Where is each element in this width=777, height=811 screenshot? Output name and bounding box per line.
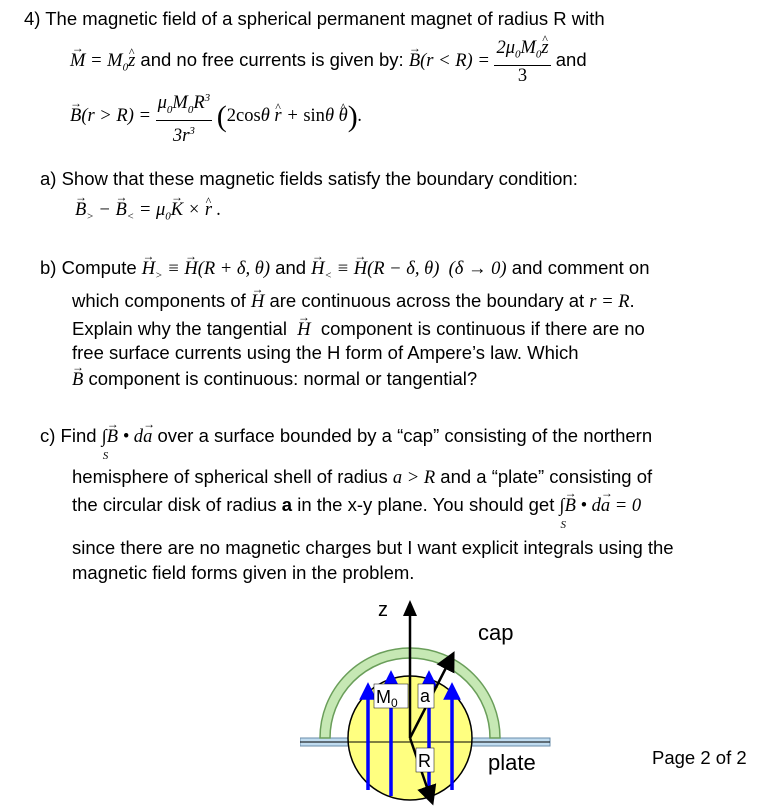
part-c-line-4: since there are no magnetic charges but I want explicit integrals using the xyxy=(72,537,674,558)
b-inside-formula: → B(r < R) = $\frac{2\mu_0M_0\^{} z}{3}$ xyxy=(409,51,551,71)
r-label: R xyxy=(418,751,431,771)
part-b-line-5: → B component is continuous: normal or tangential? xyxy=(72,368,477,391)
part-c-line-2: hemisphere of spherical shell of radius a > R and a “plate” consisting of xyxy=(72,466,653,488)
part-b-line-1: b) Compute → $H_>$ ≡ → H(R + δ, θ) and → $H_<$ ≡ → H(R − δ, θ) (δ → 0) and comment on xyxy=(40,257,650,287)
part-a-text: a) Show that these magnetic fields satisfy the boundary condition: xyxy=(40,168,578,189)
part-b-line-4: free surface currents using the H form of Ampere’s law. Which xyxy=(72,342,579,363)
plate-label: plate xyxy=(488,750,536,775)
problem-line-1: 4) The magnetic field of a spherical permanent magnet of radius R with xyxy=(24,8,605,29)
m-equals-m0-z: → $M = M_0\^{}$ z xyxy=(70,51,135,71)
magnet-figure xyxy=(300,590,570,808)
z-label: z xyxy=(378,599,388,621)
part-c-line-1: c) Find ∫ S → B • d→ a over a surface bounded by a “cap” consisting of the northern xyxy=(40,425,652,448)
b-outside-formula: → B(r > R) = $\frac{\mu_0M_0R^3}{3r^3}$ (2cosθ ^ r + sinθ ^ θ). xyxy=(70,88,362,146)
a-label: a xyxy=(420,686,431,706)
cap-label: cap xyxy=(478,620,514,645)
part-c-line-5: magnetic field forms given in the problem. xyxy=(72,562,415,583)
problem-line-2: → $M = M_0\^{}$ z and no free currents is given by: → B(r < R) = $\frac{2\mu_0M_0\^{} z}{3}$ and xyxy=(70,38,587,86)
m0-label: $M_0$ xyxy=(376,687,398,710)
part-c-line-3: the circular disk of radius a in the x-y plane. You should get ∫ S → B • d→ a = 0 xyxy=(72,494,641,517)
part-b-line-3: Explain why the tangential → H component is continuous if there are no xyxy=(72,318,645,341)
page-number: Page 2 of 2 xyxy=(652,747,747,768)
part-b-line-2: which components of → H are continuous across the boundary at r = R. xyxy=(72,290,635,313)
boundary-condition-formula: → $B_>$ − → $B_< = \mu_0\to K$ × ^ r . xyxy=(75,198,221,228)
